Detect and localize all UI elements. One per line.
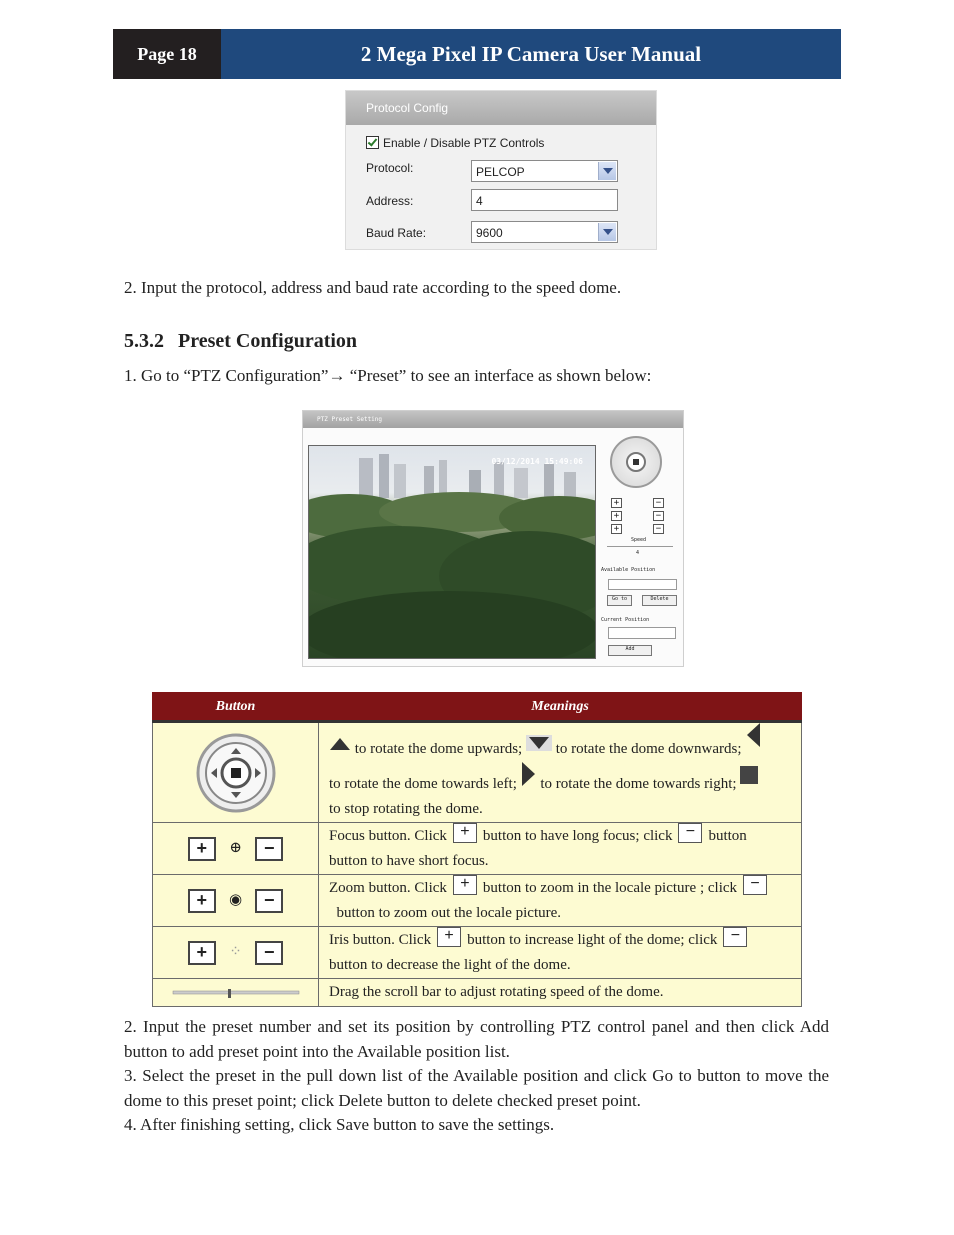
address-value: 4 <box>476 194 483 208</box>
video-timestamp: 03/12/2014 15:49:06 <box>491 457 583 466</box>
manual-title: 2 Mega Pixel IP Camera User Manual <box>221 29 841 79</box>
arrow-up-icon <box>329 737 351 751</box>
speed-value: 4 <box>636 550 640 556</box>
iris-minus-button[interactable]: − <box>653 524 664 534</box>
arrow-left-icon <box>745 723 761 747</box>
protocol-config-title: Protocol Config <box>346 91 656 125</box>
plus-icon: + <box>188 837 216 861</box>
minus-icon: − <box>255 837 283 861</box>
table-row: + ⊕ − Focus button. Click + button to have long focus; click − button button to have short focus. <box>153 823 802 875</box>
baud-rate-select[interactable] <box>471 221 618 243</box>
plus-icon: + <box>453 823 477 843</box>
zoom-text-b: button to zoom in the locale picture ; click <box>482 880 738 896</box>
ptz-enable-checkbox[interactable] <box>366 136 379 149</box>
current-position-label: Current Position <box>601 617 650 623</box>
ptz-preset-screenshot <box>302 410 684 667</box>
column-header-meanings: Meanings <box>319 693 802 722</box>
chevron-down-icon[interactable] <box>598 162 616 180</box>
baud-rate-value: 9600 <box>476 226 503 240</box>
minus-icon: − <box>678 823 702 843</box>
ptz-enable-label: Enable / Disable PTZ Controls <box>383 136 545 150</box>
down-meaning: to rotate the dome downwards; <box>555 741 742 757</box>
protocol-label: Protocol: <box>366 161 414 175</box>
speed-label: Speed <box>631 537 647 543</box>
paragraph-3: 3. Select the preset in the pull down list of the Available position and click Go to button to move the dome to this preset point; click Delete button to delete checked preset point. <box>124 1066 829 1110</box>
focus-plus-button[interactable]: + <box>611 498 622 508</box>
baud-rate-label: Baud Rate: <box>366 226 427 240</box>
iris-text-a: Iris button. Click <box>329 932 432 948</box>
step-2-text: 2. Input the protocol, address and baud rate according to the speed dome. <box>124 278 622 297</box>
address-label: Address: <box>366 194 414 208</box>
arrow-right-icon <box>521 762 537 786</box>
minus-icon: − <box>723 927 747 947</box>
direction-pad-icon <box>196 733 276 813</box>
section-number: 5.3.2 <box>124 330 164 352</box>
ptz-enable-row[interactable] <box>366 136 544 150</box>
camera-video-feed <box>308 445 596 659</box>
stop-square-icon <box>740 766 758 784</box>
focus-crosshair-icon: ⊕ <box>229 840 242 857</box>
speed-slider-icon <box>171 987 301 999</box>
address-input[interactable] <box>471 189 618 211</box>
zoom-plus-button[interactable]: + <box>611 511 622 521</box>
minus-icon: − <box>743 875 767 895</box>
arrow-down-icon <box>526 735 552 751</box>
page-header <box>113 29 841 79</box>
plus-icon: + <box>437 927 461 947</box>
table-header-row <box>153 693 802 722</box>
current-position-input[interactable] <box>608 627 676 639</box>
stop-icon[interactable] <box>626 452 646 472</box>
zoom-text-a: Zoom button. Click <box>329 880 447 896</box>
focus-text-a: Focus button. Click <box>329 828 447 844</box>
table-row <box>153 875 802 927</box>
protocol-value: PELCOP <box>476 165 525 179</box>
section-heading <box>124 330 357 353</box>
direction-pad[interactable] <box>610 436 662 488</box>
protocol-config-panel <box>345 90 657 250</box>
zoom-minus-button[interactable]: − <box>653 511 664 521</box>
speed-text: Drag the scroll bar to adjust rotating speed of the dome. <box>329 984 664 1000</box>
stop-meaning: to stop rotating the dome. <box>329 801 483 817</box>
step-1-text: 1. Go to “PTZ Configuration”→ “Preset” to see an interface as shown below: <box>124 366 652 385</box>
button-meanings-table <box>152 692 802 1007</box>
minus-icon: − <box>255 889 283 913</box>
section-title: Preset Configuration <box>178 330 358 352</box>
available-position-select[interactable] <box>608 579 677 590</box>
right-meaning: to rotate the dome towards right; <box>540 776 737 792</box>
focus-text-b: button to have long focus; click <box>482 828 673 844</box>
iris-text-b: button to increase light of the dome; click <box>467 932 718 948</box>
minus-icon: − <box>255 941 283 965</box>
page-number: Page 18 <box>113 29 221 79</box>
paragraph-2: 2. Input the preset number and set its position by controlling PTZ control panel and then click Add button to add preset point into the Available position list. <box>124 1017 829 1061</box>
zoom-icon: ◉ <box>228 892 243 909</box>
ptz-preset-title: PTZ Preset Setting <box>303 411 683 428</box>
focus-text-c: button to have short focus. <box>329 853 489 869</box>
table-row <box>153 722 802 823</box>
focus-minus-button[interactable]: − <box>653 498 664 508</box>
plus-icon: + <box>453 875 477 895</box>
protocol-select[interactable] <box>471 160 618 182</box>
available-position-label: Available Position <box>601 567 656 573</box>
zoom-text-c: button to zoom out the locale picture. <box>336 905 562 921</box>
up-meaning: to rotate the dome upwards; <box>354 741 523 757</box>
iris-icon: ⁘ <box>229 944 242 961</box>
city-skyline-image <box>309 446 595 658</box>
delete-button[interactable]: Delete <box>642 595 677 606</box>
add-button[interactable]: Add <box>608 645 652 656</box>
plus-icon: + <box>188 941 216 965</box>
goto-button[interactable]: Go to <box>607 595 632 606</box>
column-header-button: Button <box>153 693 319 722</box>
table-row <box>153 979 802 1007</box>
plus-icon: + <box>188 889 216 913</box>
chevron-down-icon[interactable] <box>598 223 616 241</box>
iris-plus-button[interactable]: + <box>611 524 622 534</box>
iris-text-c: button to decrease the light of the dome. <box>329 957 571 973</box>
paragraph-4: 4. After finishing setting, click Save button to save the settings. <box>124 1115 555 1134</box>
left-meaning: to rotate the dome towards left; <box>329 776 517 792</box>
table-row <box>153 927 802 979</box>
speed-slider[interactable] <box>607 546 673 547</box>
